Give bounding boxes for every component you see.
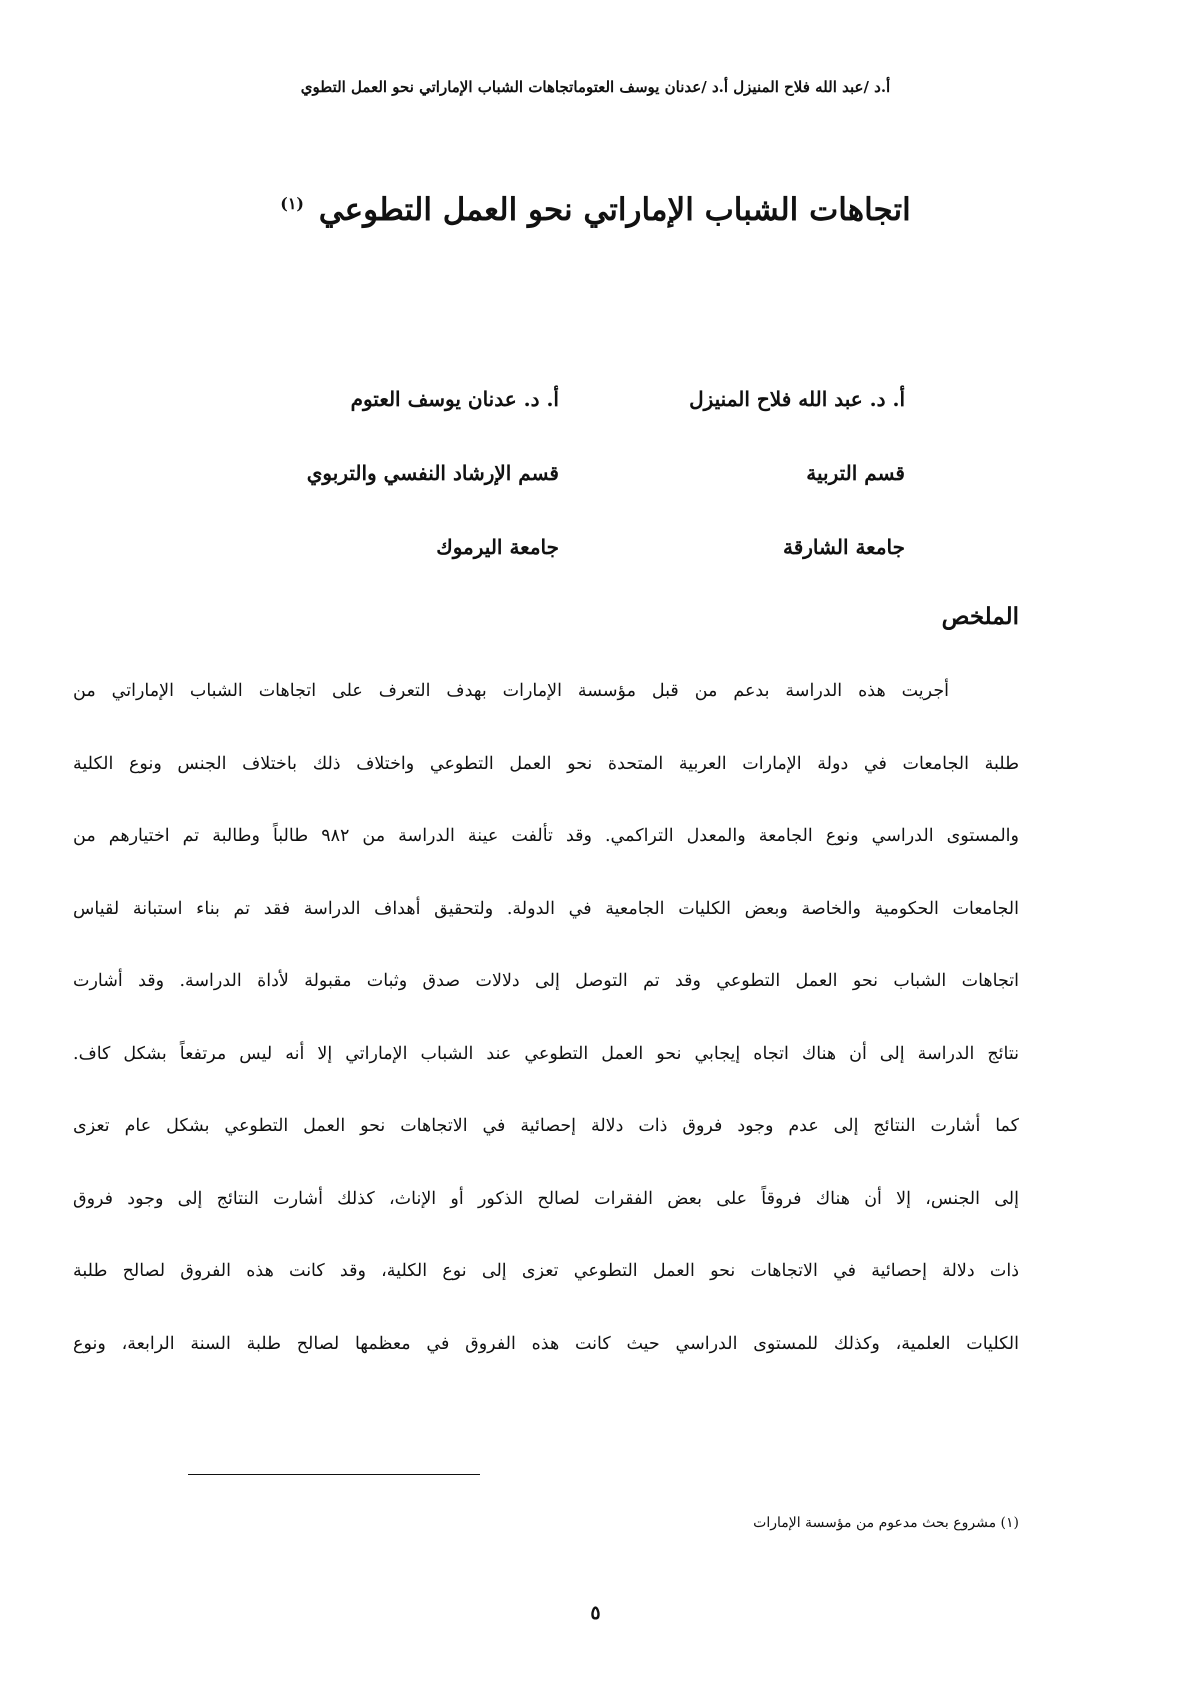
- author-block-2: [259, 380, 559, 602]
- author-university: جامعة اليرموك: [436, 535, 559, 559]
- abstract-line: طلبة الجامعات في دولة الإمارات العربية المتحدة نحو العمل التطوعي واختلاف ذلك باختلاف الجنس ونوع الكلية: [73, 753, 1019, 774]
- footnote-divider: [188, 1474, 480, 1475]
- page-number: ٥: [590, 1602, 601, 1624]
- author-university: جامعة الشارقة: [782, 535, 905, 559]
- author-name: أ. د. عبد الله فلاح المنيزل: [689, 387, 905, 411]
- abstract-line: اتجاهات الشباب نحو العمل التطوعي وقد تم التوصل إلى دلالات صدق وثبات مقبولة لأداة الدراسة. وقد أشارت: [73, 971, 1019, 991]
- footnote: (١) مشروع بحث مدعوم من مؤسسة الإمارات: [753, 1515, 1019, 1531]
- running-header: أ.د /عبد الله فلاح المنيزل أ.د /عدنان يوسف العتوماتجاهات الشباب الإماراتي نحو العمل التطوي: [300, 78, 891, 96]
- abstract-line: كما أشارت النتائج إلى عدم وجود فروق ذات دلالة إحصائية في الاتجاهات نحو العمل التطوعي بشكل عام تعزى: [73, 1116, 1019, 1136]
- author-block-1: [645, 380, 905, 602]
- title-footnote-marker: (١): [280, 193, 304, 213]
- author-department: قسم التربية: [806, 461, 905, 485]
- paper-title-text: اتجاهات الشباب الإماراتي نحو العمل التطوعي: [318, 192, 911, 228]
- author-name: أ. د. عدنان يوسف العتوم: [350, 387, 559, 411]
- author-department: قسم الإرشاد النفسي والتربوي: [306, 461, 559, 485]
- abstract-heading: الملخص: [941, 603, 1019, 630]
- abstract-line: والمستوى الدراسي ونوع الجامعة والمعدل التراكمي. وقد تألفت عينة الدراسة من ٩٨٢ طالباً وطالبة تم اختيارهم من: [73, 826, 1019, 846]
- abstract-body: [73, 671, 1019, 1396]
- abstract-line: نتائج الدراسة إلى أن هناك اتجاه إيجابي نحو العمل التطوعي عند الشباب الإماراتي إلا أنه ليس مرتفعاً بشكل كاف.: [73, 1043, 1019, 1064]
- paper-title: [150, 192, 1041, 228]
- abstract-line: الكليات العلمية، وكذلك للمستوى الدراسي حيث كانت هذه الفروق في معظمها لصالح طلبة السنة الرابعة، ونوع: [73, 1333, 1019, 1354]
- abstract-line: ذات دلالة إحصائية في الاتجاهات نحو العمل التطوعي تعزى إلى نوع الكلية، وقد كانت هذه الفروق لصالح طلبة: [73, 1261, 1019, 1281]
- abstract-line: أجريت هذه الدراسة بدعم من قبل مؤسسة الإمارات بهدف التعرف على اتجاهات الشباب الإماراتي من: [73, 681, 949, 701]
- abstract-line: الجامعات الحكومية والخاصة وبعض الكليات الجامعية في الدولة. ولتحقيق أهداف الدراسة فقد تم بناء استبانة لقياس: [73, 898, 1019, 919]
- abstract-line: إلى الجنس، إلا أن هناك فروقاً على بعض الفقرات لصالح الذكور أو الإناث، كذلك أشارت النتائج إلى وجود فروق: [73, 1188, 1019, 1209]
